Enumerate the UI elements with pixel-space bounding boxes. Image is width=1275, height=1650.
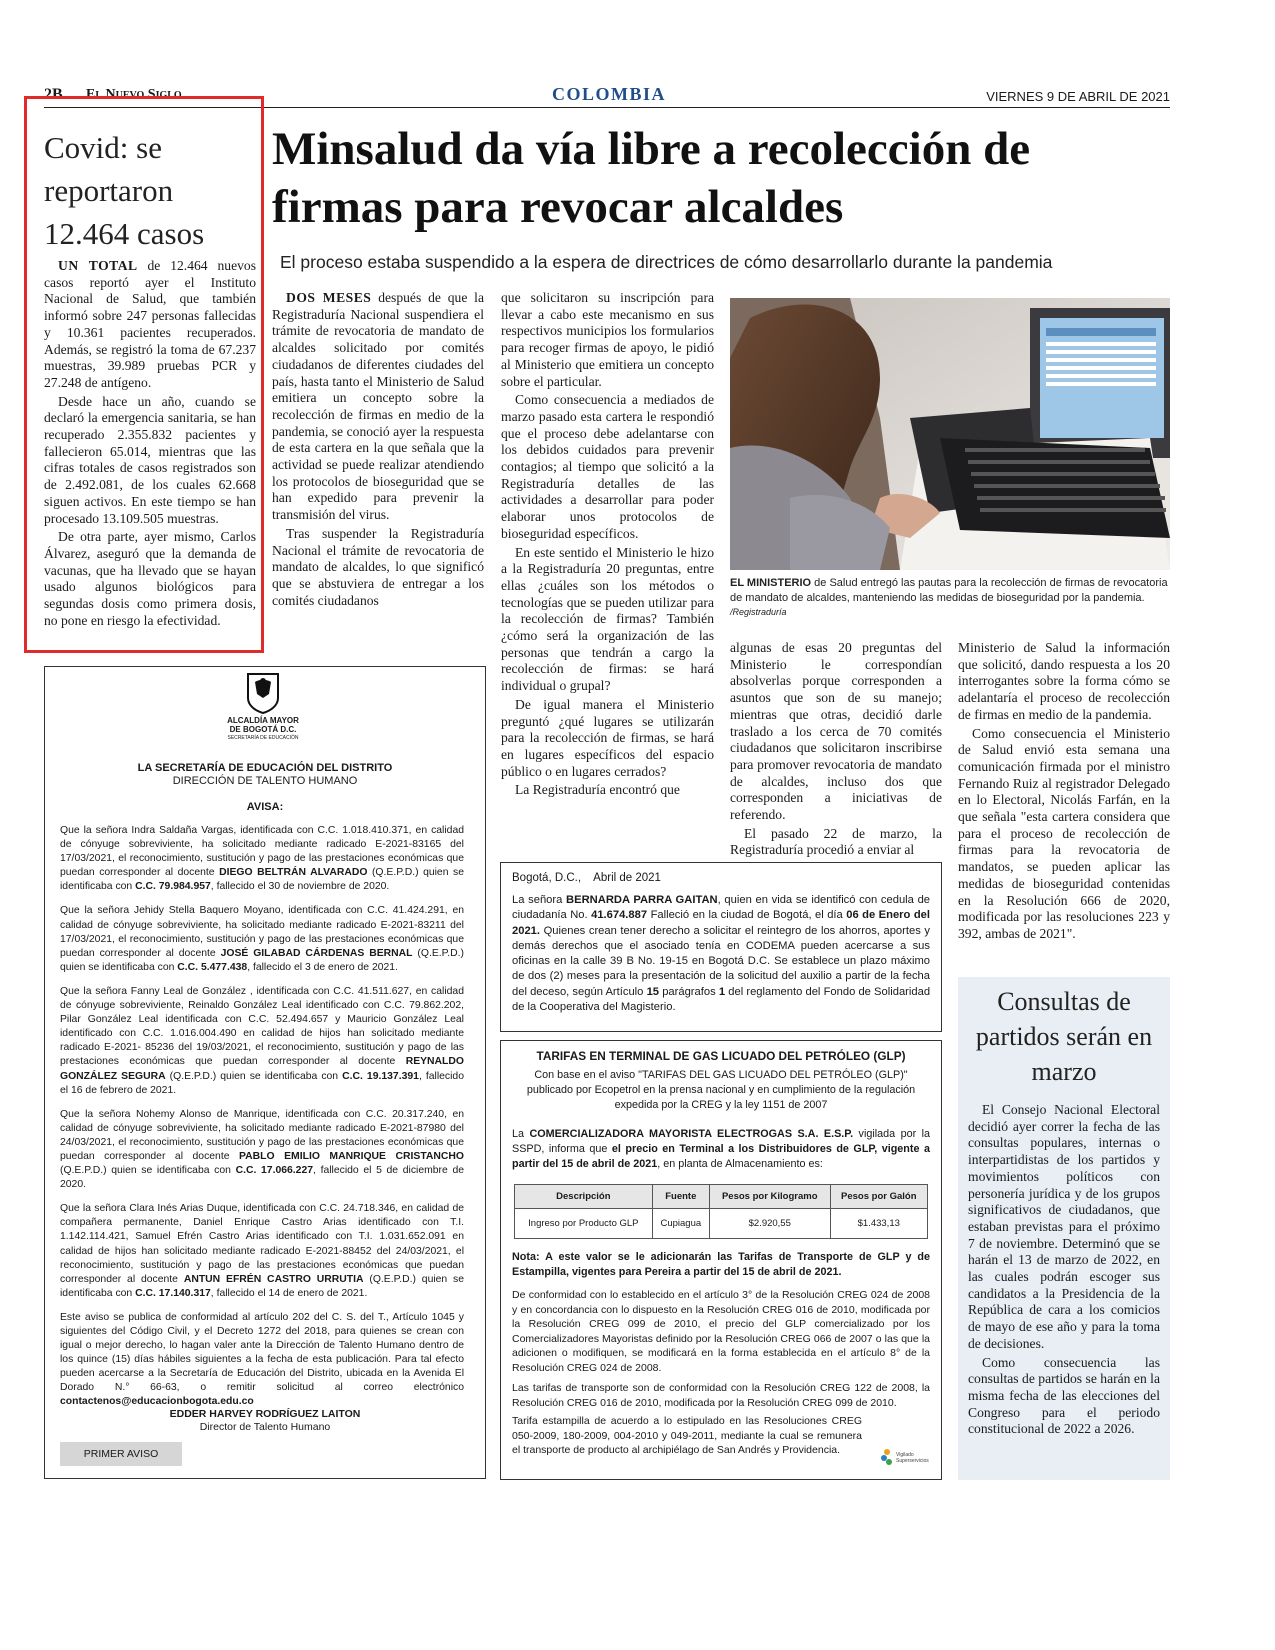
logo-line-1: ALCALDÍA MAYOR [227,716,299,725]
signer-name: EDDER HARVEY RODRÍGUEZ LAITON [169,1408,361,1420]
table-header: Descripción [515,1185,653,1209]
table-row [515,1209,928,1239]
photo-credit: /Registraduría [730,607,787,617]
covid-title: Covid: se reportaron 12.464 casos [44,130,205,251]
covid-p1: de 12.464 nuevos casos reportó ayer el Instituto Nacional de Salud, que también informó sobre 247 personas fallecidas y 10.361 pacientes recuperados. Además, se registró la toma de 67.237 muestras, 39.989 pruebas PCR y 27.248 de antígeno. [44,258,256,390]
main-col2-p1: que solicitaron su inscripción para llevar a cabo este mecanismo en sus respectivos municipios los formularios para recoger firmas de apoyo, le pidió al Ministerio que emitiera un concepto sobre el particular. [501,290,714,389]
alcaldia-logo-text [205,716,321,743]
main-col2-p2: Como consecuencia a mediados de marzo pasado esta cartera le respondió que el proceso debe adelantarse con los debidos cuidados para prevenir contagios; al tiempo que solicitó a la Registraduría detalles de las actividades a desarrollar para poder elaborar unos protocolos de bioseguridad específicos. [501,392,714,541]
consultas-body [968,1102,1160,1438]
glp-p3: Tarifa estampilla de acuerdo a lo estipulado en las Resoluciones CREG 050-2009, 180-2009, 004-2010 y 049-2011, mediante la cual se remunera el transporte de producto al archipiélago de San Andrés y Providencia. [512,1415,862,1457]
covid-body [44,258,256,629]
main-col4-p2: Como consecuencia el Ministerio de Salud envió esta semana una comunicación firmada por el ministro Fernando Ruiz al registrador Delegado en lo Electoral, Nicolás Farfán, en la que señala "esta cartera considera que para el proceso de recolección de firmas para la revocatoria de mandatos, se pueden aplicar las medidas de bioseguridad contenidas en la Resolución 666 de 2020, modificada por las resoluciones 223 y 392, ambas de 2021". [958,725,1170,941]
codema-place-date: Bogotá, D.C., Abril de 2021 [512,872,661,884]
caption-text: de Salud entregó las pautas para la recolección de firmas de revocatoria de mandato de alcaldes, manteniendo las medidas de bioseguridad por la pandemia. [730,577,1168,604]
glp-intro: Con base en el aviso "TARIFAS DEL GAS LICUADO DEL PETRÓLEO (GLP)" publicado por Ecopetrol en la prensa nacional y en cumplimiento de la regulación expedida por la CREG y la ley 1151 de 2007 [526,1069,916,1111]
notice-legal: Este aviso se publica de conformidad al artículo 202 del C. S. del T., Artículo 1045 y siguientes del Código Civil, y el Decreto 1272 del 2018, para quienes se crean con igual o mejor derecho, lo hagan valer ante la Dirección de Talento Humano dentro de los quince (15) días hábiles siguientes a la fecha de esta publicación. Para tal efecto pueden acercarse a la Secretaría de Educación del Distrito, ubicada en la Avenida El Dorado N.° 66-63, o remitir solicitud al correo electrónico contactenos@educacionbogota.edu.co [60,1311,464,1408]
table-cell: Ingreso por Producto GLP [515,1209,653,1239]
covid-lead: UN TOTAL [58,258,138,273]
consultas-title: Consultas de partidos serán en marzo [975,987,1153,1086]
main-col1-p1: después de que la Registraduría Nacional suspendiera el trámite de revocatoria de mandato de alcaldes solicitado por comités ciudadanos de diferentes ciudades del país, hasta tanto el Ministerio de Salud emitiera un concepto sobre la recolección de firmas en medio de la pandemia, se conoció ayer la respuesta de esta cartera en la que señala que la actividad se puede realizar atendiendo los protocolos de bioseguridad que se han expedido para prevenir la transmisión del virus. [272,290,484,523]
logo-line-2: DE BOGOTÁ D.C. [229,725,297,734]
newspaper-name: El Nuevo Siglo [86,87,182,102]
issue-date: VIERNES 9 DE ABRIL DE 2021 [986,89,1170,104]
main-lead: DOS MESES [286,290,372,305]
glp-company-text: La COMERCIALIZADORA MAYORISTA ELECTROGAS S.A. E.S.P. vigilada por la SSPD, informa que el precio en Terminal a los Distribuidores de GLP, vigente a partir del 15 de abril de 2021, en planta de Almacenamiento es: [512,1128,931,1170]
superservicios-icon [880,1448,894,1466]
signer-role: Director de Talento Humano [199,1421,331,1433]
table-header: Pesos por Galón [830,1185,927,1209]
notice-5: Que la señora Clara Inés Arias Duque, identificada con C.C. 24.718.346, en calidad de compañera permanente, Daniel Enrique Castro Arias identificado con T.I. 1.142.114.421, Samuel Efrén Castro Arias identificado con T.I. 1.031.652.091 en calidad de hijos han solicitado mediante radicado E-2021-88452 del 24/03/2021, el reconocimiento, sustitución y pago de las prestaciones económicas que puedan corresponder al docente ANTUN EFRÉN CASTRO URRUTIA (Q.E.P.D.) quien se identificaba con C.C. 17.140.317, fallecido el 14 de enero de 2021. [60,1203,465,1299]
main-col1-p2: Tras suspender la Registraduría Nacional el trámite de revocatoria de mandato de alcaldes, lo que significó que se abstuviera de entregar a los comités ciudadanos [272,525,484,608]
notice-3: Que la señora Fanny Leal de González , identificada con C.C. 41.511.627, en calidad de cónyuge sobreviviente, Reinaldo González Leal identificado con C.C. 79.862.202, Pilar González Leal identificada con C.C. 52.494.657 y Mauricio González Leal identificado con C.C. 1.016.004.490 en calidad de hijos han solicitado mediante radicado E-2021- 85236 del 19/03/2021, el reconocimiento, sustitución y pago de las prestaciones económicas que puedan corresponder al docente REYNALDO GONZÁLEZ SEGURA (Q.E.P.D.) quien se identificaba con C.C. 19.137.391, fallecido el 16 de febrero de 2021. [60,985,464,1096]
glp-note: Nota: A este valor se le adicionarán las Tarifas de Transporte de GLP y de Estampilla, vigentes para Pereira a partir del 15 de abril de 2021. [512,1251,930,1278]
caption-lead: EL MINISTERIO [730,577,812,589]
main-column-2 [501,290,714,799]
covid-p2: Desde hace un año, cuando se declaró la emergencia sanitaria, se han recuperado 2.355.832 pacientes y fallecieron 65.014, mientras que las cifras totales de casos registrados son de 2.492.081, de los cuales 62.668 siguen activos. En este tiempo se han procesado 13.109.505 muestras. [44,393,256,526]
main-headline: Minsalud da vía libre a recolección de firmas para revocar alcaldes [272,123,1031,233]
article-photo [730,298,1170,570]
table-header: Fuente [652,1185,709,1209]
section-label: COLOMBIA [552,84,667,104]
main-col3-p1: algunas de esas 20 preguntas del Ministerio le correspondían absolverlas porque corresponden a asuntos que son de su manejo; mientras que otras, decidió darle traslado a los cerca de 70 comités ciudadanos que solicitaron inscribirse para promover revocatoria de mandato de alcaldes, incluso dos que corresponden a iniciativas de referendo. [730,640,942,823]
main-subheadline: El proceso estaba suspendido a la espera de directrices de cómo desarrollarlo durante la pandemia [280,252,1053,272]
table-cell: $1.433,13 [830,1209,927,1239]
primer-aviso-badge: PRIMER AVISO [60,1442,182,1466]
main-col4-p1: Ministerio de Salud la información que solicitó, dando respuesta a los 20 interrogantes sobre la forma cómo se adelantaría el proceso de recolección de firmas en medio de la pandemia. [958,640,1170,722]
photo-caption [730,576,1170,620]
consultas-p2: Como consecuencia las consultas de partidos se harán en la misma fecha de las elecciones del Congreso para el periodo constitucional de 2022 a 2026. [968,1354,1160,1437]
bogota-shield-logo [245,672,281,714]
alcaldia-org: LA SECRETARÍA DE EDUCACIÓN DEL DISTRITO [137,762,393,774]
covid-p3: De otra parte, ayer mismo, Carlos Álvarez, aseguró que la demanda de vacunas, que ha llevado que se hayan usado algunos biológicos para segundas dosis como primera dosis, no pone en riesgo la efectividad. [44,529,256,628]
alcaldia-avisa: AVISA: [246,801,284,813]
main-column-1 [272,290,484,609]
glp-tariff-table [514,1184,928,1239]
glp-title: TARIFAS EN TERMINAL DE GAS LICUADO DEL PETRÓLEO (GLP) [536,1049,906,1063]
consultas-p1: El Consejo Nacional Electoral decidió ayer correr la fecha de las consultas populares, internas o interpartidistas de los partidos y movimientos políticos con personería jurídica y de los grupos significativos de ciudadanos, que estaban previstas para el próximo 7 de noviembre. Determinó que se harán el 13 de marzo de 2022, en las cuales podrán escoger sus candidatos a la Presidencia de la República de cara a los comicios de mayo de ese año y para la toma de decisiones. [968,1102,1160,1351]
alcaldia-dept: DIRECCIÓN DE TALENTO HUMANO [172,775,358,787]
main-col2-p3: En este sentido el Ministerio le hizo a la Registraduría 20 preguntas, entre ellas ¿cuáles son los métodos o tecnologías que se pueden utilizar para la recolección de firmas? También ¿cómo será la organización de las personas que tendrán a cargo la recolección de firmas: se hará individual o grupal? [501,544,714,694]
alcaldia-body [60,824,464,1420]
main-col2-p4: De igual manera el Ministerio preguntó ¿qué lugares se utilizarán para la recolección de firmas, se hará en lugares específicos del espacio público o en lugares cerrados? [501,696,714,779]
page-number: 2B [44,86,63,103]
table-header-row [515,1185,928,1209]
glp-p1: De conformidad con lo establecido en el artículo 3° de la Resolución CREG 024 de 2008 y en concordancia con lo dispuesto en la Resolución CREG 016 de 2010, modificada por la Resolución CREG 099 de 2010, el precio del GLP comercializado por los Comercializadores Mayoristas definido por la Resolución CREG 066 de 2007 o las que la adicionen o modifiquen, se modificará en la forma establecida en el artículo 8° de la Resolución CREG 024 de 2008. [512,1289,930,1374]
main-column-3 [730,640,942,859]
logo-line-3: SECRETARÍA DE EDUCACIÓN [227,735,299,741]
main-col2-p5: La Registraduría encontró que [515,782,680,798]
main-column-4 [958,640,1170,943]
table-cell: $2.920,55 [709,1209,830,1239]
superservicios-label: Vigilado Superservicios [896,1452,929,1464]
notice-4: Que la señora Nohemy Alonso de Manrique, identificada con C.C. 20.317.240, en calidad de cónyuge sobreviviente, ha solicitado mediante radicado E-2021-87980 del 24/03/2021, el reconocimiento, sustitución y pago de las prestaciones económicas que puedan corresponder al docente PABLO EMILIO MANRIQUE CRISTANCHO (Q.E.P.D.) quien se identificaba con C.C. 17.066.227, fallecido el 5 de diciembre de 2020. [60,1108,464,1191]
codema-body: La señora BERNARDA PARRA GAITAN, quien en vida se identificó con cedula de ciudadanía No. 41.674.887 Falleció en la ciudad de Bogotá, el día 06 de Enero del 2021. Quienes crean tener derecho a solicitar el reintegro de los ahorros, aportes y demás derechos que el asociado tenía en CODEMA pueden acercarse a sus oficinas en la calle 39 B No. 19-15 en Bogotá D.C. Se establece un plazo máximo de dos (2) meses para la presentación de la solicitud del auxilio a partir de la fecha del deceso, según Artículo 15 parágrafos 1 del reglamento del Fondo de Solidaridad de la Cooperativa del Magisterio. [512,894,931,1014]
glp-p2: Las tarifas de transporte son de conformidad con la Resolución CREG 122 de 2008, la Resolución CREG 016 de 2010, modificada por la Resolución CREG 099 de 2010. [512,1382,930,1409]
superservicios-logo [880,1448,930,1474]
notice-2: Que la señora Jehidy Stella Baquero Moyano, identificada con C.C. 41.424.291, en calidad de cónyuge sobreviviente, ha solicitado mediante radicado E-2021-83211 del 17/03/2021, el reconocimiento, sustitución y pago de las prestaciones económicas que puedan corresponder al docente JOSÉ GILABAD CÁRDENAS BERNAL (Q.E.P.D.) quien se identificaba con C.C. 5.477.438, fallecido el 3 de enero de 2021. [60,905,464,973]
table-header: Pesos por Kilogramo [709,1185,830,1209]
notice-1: Que la señora Indra Saldaña Vargas, identificada con C.C. 1.018.410.371, en calidad de cónyuge sobreviviente, ha solicitado mediante radicado E-2021-83165 del 17/03/2021, el reconocimiento, sustitución y pago de las prestaciones económicas que puedan corresponder al docente DIEGO BELTRÁN ALVARADO (Q.E.P.D.) quien se identificaba con C.C. 79.984.957, fallecido el 30 de noviembre de 2020. [60,825,464,893]
woman-at-laptop-illustration [730,298,1170,570]
main-col3-p2: El pasado 22 de marzo, la Registraduría procedió a enviar al [730,825,942,858]
table-cell: Cupiagua [652,1209,709,1239]
